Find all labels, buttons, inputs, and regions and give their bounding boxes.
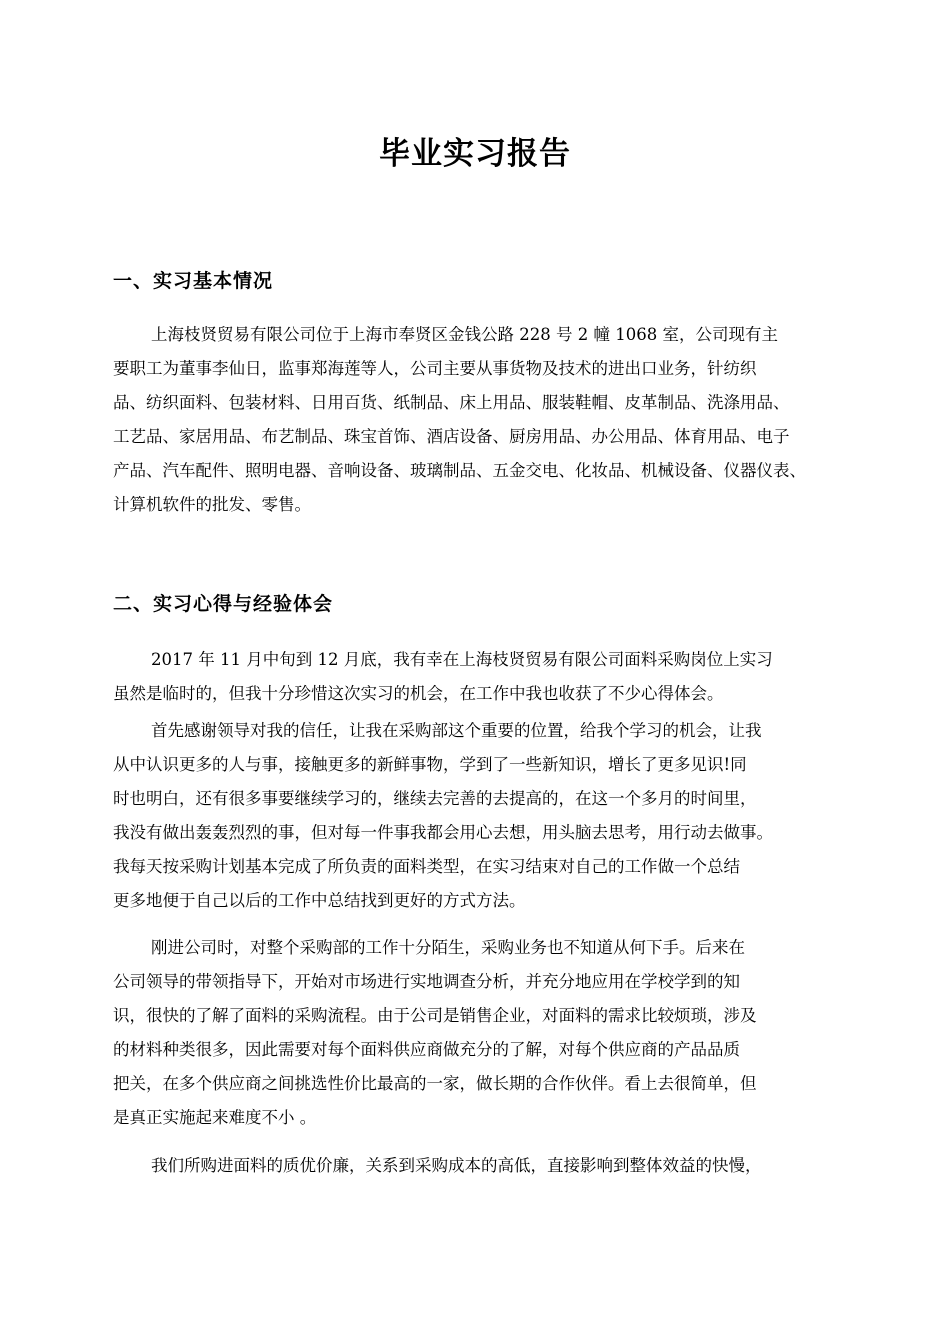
text-line: 更多地便于自己以后的工作中总结找到更好的方式方法。 xyxy=(113,891,526,910)
text-line: 我每天按采购计划基本完成了所负责的面料类型，在实习结束对自己的工作做一个总结 xyxy=(113,857,740,876)
section-2-paragraph-3 xyxy=(113,931,853,1135)
text-line: 识，很快的了解了面料的采购流程。由于公司是销售企业，对面料的需求比较烦琐，涉及 xyxy=(113,1006,757,1025)
text-line: 我没有做出轰轰烈烈的事，但对每一件事我都会用心去想，用头脑去思考，用行动去做事。 xyxy=(113,823,773,842)
section-2-paragraph-4 xyxy=(113,1149,853,1183)
text-line: 首先感谢领导对我的信任，让我在采购部这个重要的位置，给我个学习的机会，让我 xyxy=(151,721,762,740)
text-line: 的材料种类很多，因此需要对每个面料供应商做充分的了解，对每个供应商的产品品质 xyxy=(113,1040,740,1059)
text-line: 品、纺织面料、包装材料、日用百货、纸制品、床上用品、服装鞋帽、皮革制品、洗涤用品、 xyxy=(113,393,790,412)
text-line: 工艺品、家居用品、布艺制品、珠宝首饰、酒店设备、厨房用品、办公用品、体育用品、电子 xyxy=(113,427,790,446)
section-heading-2: 二、实习心得与经验体会 xyxy=(113,593,334,615)
text-line: 我们所购进面料的质优价廉，关系到采购成本的高低，直接影响到整体效益的快慢， xyxy=(151,1156,762,1175)
text-line: 把关，在多个供应商之间挑选性价比最高的一家，做长期的合作伙伴。看上去很简单，但 xyxy=(113,1074,757,1093)
section-1-paragraph-1 xyxy=(113,318,853,522)
section-heading-1: 一、实习基本情况 xyxy=(113,270,274,292)
text-line: 从中认识更多的人与事，接触更多的新鲜事物，学到了一些新知识，增长了更多见识!同 xyxy=(113,755,747,774)
text-line: 2017 年 11 月中旬到 12 月底，我有幸在上海枝贤贸易有限公司面料采购岗位上实习 xyxy=(151,650,773,669)
text-line: 产品、汽车配件、照明电器、音响设备、玻璃制品、五金交电、化妆品、机械设备、仪器仪表、 xyxy=(113,461,806,480)
section-2-paragraph-1 xyxy=(113,643,853,711)
text-line: 刚进公司时，对整个采购部的工作十分陌生，采购业务也不知道从何下手。后来在 xyxy=(151,938,745,957)
document-title: 毕业实习报告 xyxy=(379,136,571,172)
text-line: 要职工为董事李仙日，监事郑海莲等人，公司主要从事货物及技术的进出口业务，针纺织 xyxy=(113,359,757,378)
text-line: 公司领导的带领指导下，开始对市场进行实地调查分析，并充分地应用在学校学到的知 xyxy=(113,972,740,991)
text-line: 是真正实施起来难度不小 。 xyxy=(113,1108,317,1127)
section-2-paragraph-2 xyxy=(113,714,853,918)
text-line: 时也明白，还有很多事要继续学习的，继续去完善的去提高的，在这一个多月的时间里， xyxy=(113,789,757,808)
text-line: 计算机软件的批发、零售。 xyxy=(113,495,311,514)
text-line: 上海枝贤贸易有限公司位于上海市奉贤区金钱公路 228 号 2 幢 1068 室，公司现有主 xyxy=(151,325,778,344)
text-line: 虽然是临时的，但我十分珍惜这次实习的机会，在工作中我也收获了不少心得体会。 xyxy=(113,684,724,703)
